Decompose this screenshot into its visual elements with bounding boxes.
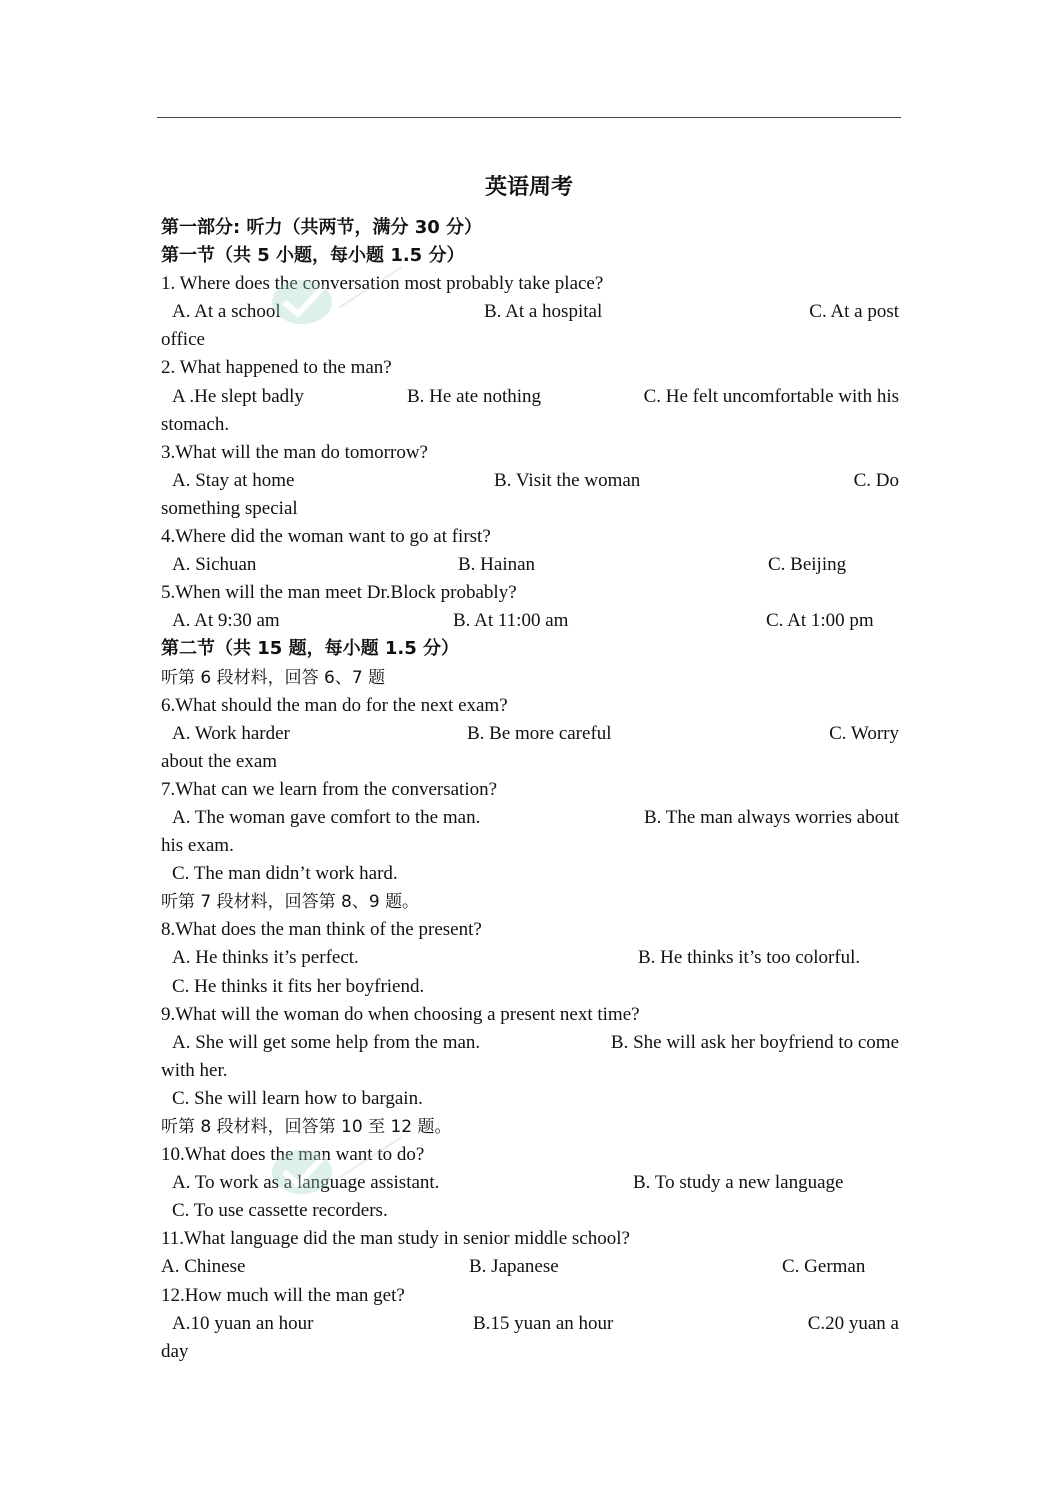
q6-option-a: A. Work harder bbox=[172, 722, 290, 744]
q10-option-b: B. To study a new language bbox=[633, 1172, 844, 1194]
q3-stem: 3.What will the man do tomorrow? bbox=[161, 441, 428, 463]
q10-option-a: A. To work as a language assistant. bbox=[172, 1172, 440, 1194]
q1-option-c: C. At a post bbox=[809, 301, 899, 323]
q9-stem: 9.What will the woman do when choosing a present next time? bbox=[161, 1003, 640, 1025]
q9-option-c: C. She will learn how to bargain. bbox=[172, 1087, 423, 1109]
q9-options bbox=[161, 1029, 899, 1057]
q8-option-a: A. He thinks it’s perfect. bbox=[172, 947, 359, 969]
q12-option-a: A.10 yuan an hour bbox=[172, 1312, 314, 1334]
q2-option-a: A .He slept badly bbox=[172, 385, 304, 407]
q1-option-a: A. At a school bbox=[172, 301, 281, 323]
q5-options bbox=[161, 607, 899, 635]
q11-option-c: C. German bbox=[782, 1256, 866, 1278]
q1-option-b: B. At a hospital bbox=[484, 301, 603, 323]
q9-option-b-cont: with her. bbox=[161, 1059, 228, 1081]
q6-option-c-cont: about the exam bbox=[161, 750, 278, 772]
q8-options bbox=[161, 944, 899, 972]
q2-option-c-cont: stomach. bbox=[161, 413, 230, 435]
header-rule bbox=[157, 117, 901, 118]
q3-option-a: A. Stay at home bbox=[172, 469, 295, 491]
q12-option-c-cont: day bbox=[161, 1340, 189, 1362]
q2-stem: 2. What happened to the man? bbox=[161, 357, 392, 379]
q6-option-c: C. Worry bbox=[829, 722, 899, 744]
q4-option-c: C. Beijing bbox=[768, 554, 847, 576]
section-note-6: 听第 6 段材料，回答 6、7 题 bbox=[161, 667, 386, 688]
q7-options bbox=[161, 804, 899, 832]
q8-option-c: C. He thinks it fits her boyfriend. bbox=[172, 975, 425, 997]
q9-option-c-row bbox=[161, 1085, 899, 1113]
q4-option-a: A. Sichuan bbox=[172, 554, 257, 576]
q4-stem: 4.Where did the woman want to go at first? bbox=[161, 526, 491, 548]
q6-stem: 6.What should the man do for the next exam? bbox=[161, 694, 508, 716]
q7-option-c-row bbox=[161, 860, 899, 888]
q5-option-c: C. At 1:00 pm bbox=[766, 610, 874, 632]
q1-option-c-cont: office bbox=[161, 329, 205, 351]
part-heading: 第一部分: 听力（共两节，满分 30 分） bbox=[161, 217, 483, 238]
q12-options bbox=[161, 1310, 899, 1338]
section2-heading: 第二节（共 15 题，每小题 1.5 分） bbox=[161, 638, 460, 660]
q12-option-b: B.15 yuan an hour bbox=[473, 1312, 614, 1334]
q11-option-b: B. Japanese bbox=[469, 1256, 559, 1278]
q7-stem: 7.What can we learn from the conversation? bbox=[161, 778, 498, 800]
q8-option-b: B. He thinks it’s too colorful. bbox=[638, 947, 861, 969]
q10-option-c-row bbox=[161, 1197, 899, 1225]
q12-option-c: C.20 yuan a bbox=[807, 1312, 899, 1334]
q1-stem: 1. Where does the conversation most probably take place? bbox=[161, 273, 604, 295]
q11-stem: 11.What language did the man study in senior middle school? bbox=[161, 1228, 630, 1250]
q10-option-c: C. To use cassette recorders. bbox=[172, 1200, 388, 1222]
q3-option-b: B. Visit the woman bbox=[494, 469, 641, 491]
section1-heading: 第一节（共 5 小题，每小题 1.5 分） bbox=[161, 245, 465, 267]
q3-options bbox=[161, 467, 899, 495]
q10-stem: 10.What does the man want to do? bbox=[161, 1144, 425, 1166]
section-note-7: 听第 7 段材料，回答第 8、9 题。 bbox=[161, 892, 420, 913]
q8-option-c-row bbox=[161, 973, 899, 1001]
q11-option-a: A. Chinese bbox=[161, 1256, 246, 1278]
q5-option-b: B. At 11:00 am bbox=[453, 610, 569, 632]
section-note-8: 听第 8 段材料，回答第 10 至 12 题。 bbox=[161, 1117, 452, 1137]
q2-option-c: C. He felt uncomfortable with his bbox=[643, 385, 899, 407]
exam-content bbox=[161, 214, 899, 1366]
q3-option-c-cont: something special bbox=[161, 497, 298, 519]
q7-option-b-cont: his exam. bbox=[161, 835, 234, 857]
q5-stem: 5.When will the man meet Dr.Block probably? bbox=[161, 582, 517, 604]
q7-option-b: B. The man always worries about bbox=[643, 806, 899, 828]
q1-options bbox=[161, 298, 899, 326]
q2-option-b: B. He ate nothing bbox=[407, 385, 542, 407]
q11-options bbox=[161, 1253, 899, 1281]
q3-option-c: C. Do bbox=[853, 469, 899, 491]
q7-option-c: C. The man didn’t work hard. bbox=[172, 863, 398, 885]
q4-option-b: B. Hainan bbox=[458, 554, 536, 576]
q10-options bbox=[161, 1169, 899, 1197]
q6-option-b: B. Be more careful bbox=[467, 722, 612, 744]
page-title: 英语周考 bbox=[484, 175, 573, 200]
q4-options bbox=[161, 551, 899, 579]
q7-option-a: A. The woman gave comfort to the man. bbox=[172, 806, 481, 828]
q9-option-a: A. She will get some help from the man. bbox=[172, 1031, 481, 1053]
q12-stem: 12.How much will the man get? bbox=[161, 1284, 405, 1306]
q6-options bbox=[161, 720, 899, 748]
q9-option-b: B. She will ask her boyfriend to come bbox=[610, 1031, 899, 1053]
q8-stem: 8.What does the man think of the present? bbox=[161, 919, 482, 941]
q2-options bbox=[161, 383, 899, 411]
q5-option-a: A. At 9:30 am bbox=[172, 610, 280, 632]
